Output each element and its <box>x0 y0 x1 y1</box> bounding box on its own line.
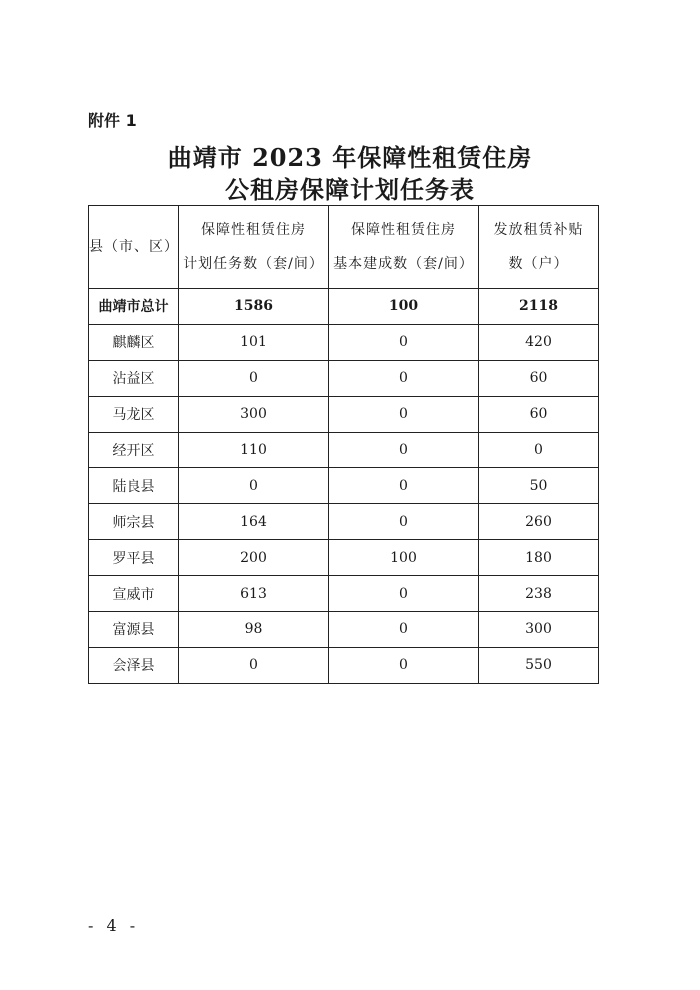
subsidy-value: 300 <box>479 612 599 648</box>
document-title-line-1: 曲靖市 2023 年保障性租赁住房 <box>167 143 533 172</box>
header-built-line-1: 保障性租赁住房 <box>351 222 456 238</box>
built-value: 0 <box>329 432 479 468</box>
planned-value: 164 <box>179 504 329 540</box>
header-built <box>329 206 479 289</box>
table-header-row <box>89 206 599 289</box>
subsidy-value: 0 <box>479 432 599 468</box>
built-value: 0 <box>329 647 479 683</box>
planned-value: 101 <box>179 324 329 360</box>
built-value: 0 <box>329 612 479 648</box>
header-planned-line-1: 保障性租赁住房 <box>201 222 306 238</box>
county-name: 麒麟区 <box>89 324 179 360</box>
county-name: 会泽县 <box>89 647 179 683</box>
subsidy-value: 60 <box>479 396 599 432</box>
county-name: 富源县 <box>89 612 179 648</box>
planned-value: 110 <box>179 432 329 468</box>
header-county: 县（市、区） <box>89 206 179 289</box>
total-planned: 1586 <box>179 289 329 325</box>
table-row <box>89 468 599 504</box>
built-value: 0 <box>329 576 479 612</box>
header-built-line-2: 基本建成数（套/间） <box>333 256 474 272</box>
header-planned-line-2: 计划任务数（套/间） <box>183 256 324 272</box>
planned-value: 0 <box>179 360 329 396</box>
built-value: 0 <box>329 396 479 432</box>
planned-value: 98 <box>179 612 329 648</box>
header-planned <box>179 206 329 289</box>
attachment-label: 附件 1 <box>88 111 137 130</box>
total-built: 100 <box>329 289 479 325</box>
subsidy-value: 550 <box>479 647 599 683</box>
total-row <box>89 289 599 325</box>
table-row <box>89 576 599 612</box>
planned-value: 200 <box>179 540 329 576</box>
subsidy-value: 180 <box>479 540 599 576</box>
total-subsidy: 2118 <box>479 289 599 325</box>
table-row <box>89 432 599 468</box>
table-row <box>89 647 599 683</box>
county-name: 师宗县 <box>89 504 179 540</box>
table-row <box>89 540 599 576</box>
subsidy-value: 420 <box>479 324 599 360</box>
page-number: - 4 - <box>88 916 140 935</box>
header-subsidy <box>479 206 599 289</box>
county-name: 沾益区 <box>89 360 179 396</box>
table-row <box>89 612 599 648</box>
header-subsidy-line-2: 数（户） <box>508 256 569 272</box>
county-name: 马龙区 <box>89 396 179 432</box>
built-value: 0 <box>329 324 479 360</box>
table-row <box>89 504 599 540</box>
county-name: 罗平县 <box>89 540 179 576</box>
subsidy-value: 238 <box>479 576 599 612</box>
table-row <box>89 396 599 432</box>
total-name: 曲靖市总计 <box>89 289 179 325</box>
planned-value: 300 <box>179 396 329 432</box>
built-value: 0 <box>329 468 479 504</box>
county-name: 宣威市 <box>89 576 179 612</box>
subsidy-value: 60 <box>479 360 599 396</box>
planned-value: 0 <box>179 647 329 683</box>
subsidy-value: 260 <box>479 504 599 540</box>
built-value: 0 <box>329 360 479 396</box>
task-table <box>88 205 599 684</box>
header-subsidy-line-1: 发放租赁补贴 <box>493 222 584 238</box>
table-row <box>89 324 599 360</box>
county-name: 陆良县 <box>89 468 179 504</box>
built-value: 100 <box>329 540 479 576</box>
planned-value: 613 <box>179 576 329 612</box>
county-name: 经开区 <box>89 432 179 468</box>
table-row <box>89 360 599 396</box>
built-value: 0 <box>329 504 479 540</box>
subsidy-value: 50 <box>479 468 599 504</box>
planned-value: 0 <box>179 468 329 504</box>
document-title-line-2: 公租房保障计划任务表 <box>225 175 475 204</box>
